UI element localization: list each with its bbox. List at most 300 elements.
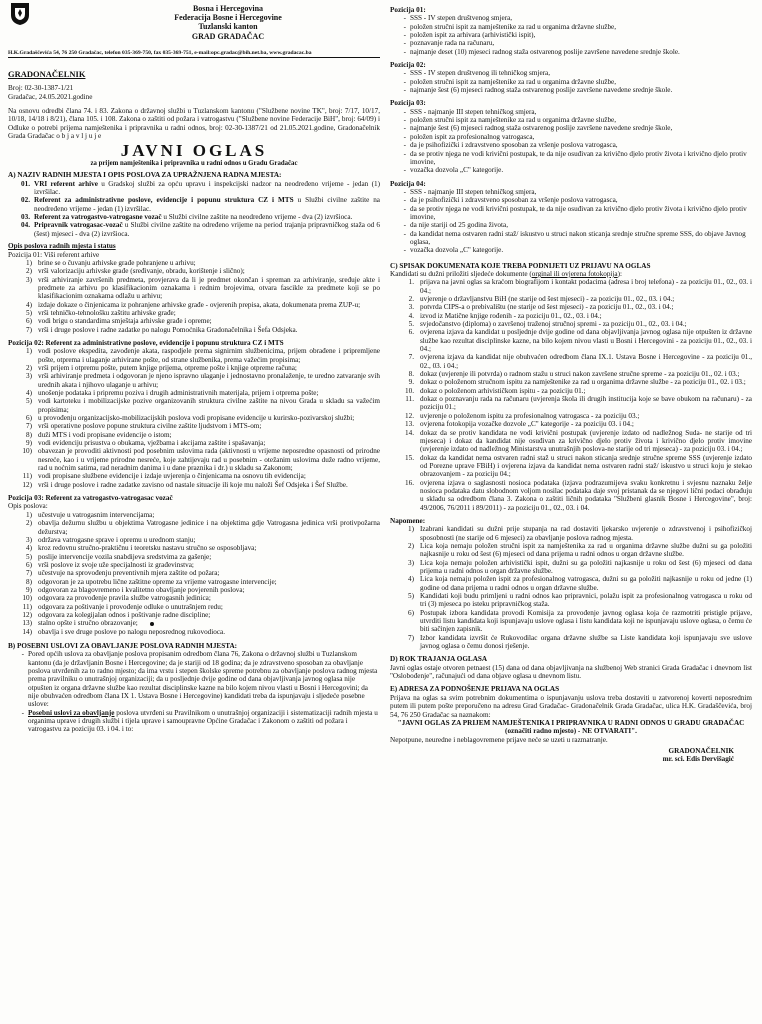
list-item (8, 586, 380, 594)
list-item-text: učestvuje na sprovođenju preventivnih mjera zaštite od požara; (38, 569, 220, 578)
requirement-text: vozačka dozvola „C" kategorije. (410, 166, 504, 175)
document-date: Gradačac, 24.05.2021.godine (8, 92, 93, 101)
letterhead-text (128, 4, 328, 41)
list-item-number: 3) (26, 535, 32, 544)
item-label: Referent za administrativne poslove, evidencije i popunu struktura CZ i MTS (34, 196, 294, 205)
dash-mark: - (403, 221, 406, 230)
list-item-number: 7) (26, 569, 32, 578)
requirement-item (390, 78, 752, 86)
list-item-text: ovjerena fotokopija vozačke dozvole „C" kategorije - za poziciju 03. i 04.; (420, 420, 634, 429)
list-item-text: Lica koja nemaju položen stručni ispit za namještenika za rad u organima državne službe dužni su ga položiti najkasnije u roku od šest (6) mjeseci od dana prijema u radni odnos u organ državne službe. (420, 541, 752, 559)
list-item-text: brine se o čuvanju arhivske građe pohranjene u arhivu; (38, 258, 196, 267)
list-item-number: 1) (26, 258, 32, 267)
coat-of-arms-icon (10, 2, 30, 26)
list-item-number: 4) (408, 575, 414, 584)
list-item-text: ovjerena izjava da kandidat nije obuhvaćen odredbom člana IX.1. Ustava Bosne i Hercegovine - za poziciju 01., 02., 03. i 04.; (420, 353, 752, 370)
list-item-text: dokaz (uvjerenje ili potvrda) o radnom stažu u struci nakon završene stručne spreme - za poziciju 01., 02. i 03.; (420, 370, 740, 379)
list-item (390, 454, 752, 479)
list-item (8, 276, 380, 301)
list-item-text: svjedočanstvo (diploma) o završenoj traženoj stručnoj spremi - za poziciju 01., 02., 03. i 04.; (420, 320, 687, 329)
list-item-text: potvrda CIPS-a o prebivalištu (ne starije od šest mjeseci) - za poziciju 01., 02., 03. i 04.; (420, 303, 674, 312)
napomene-list (390, 525, 752, 650)
list-item (390, 312, 752, 320)
list-item-text: dokaz da kandidat nema ostvaren radni staž u struci nakon sticanja srednje stručne spreme SSS (uvjerenje izdato od Porezne uprave FBiH) i ovjerena izjava da kandidat nema ostvaren radni staž/ iskustvo u struci koju je stekao obrazovanjem - za poziciju 04.; (420, 453, 752, 479)
dash-mark: - (403, 77, 406, 86)
list-item-number: 10) (22, 447, 32, 456)
requirement-item (390, 246, 752, 254)
list-item-text: u provođenju organizacijsko-mobilizacijskih poslova vodi propisane evidencije u kurirsko-pozivarskoj službi; (38, 414, 355, 423)
list-item (8, 301, 380, 309)
list-item-number: 9) (26, 439, 32, 448)
list-item-number: 2) (26, 519, 32, 528)
signature-name: mr. sci. Edis Dervišagić (662, 755, 734, 764)
list-item (390, 395, 752, 412)
list-item (8, 439, 380, 447)
requirement-item (390, 108, 752, 116)
list-item-number: 1) (26, 510, 32, 519)
list-item-text: vodi propisane službene evidencije i izdaje uvjerenja o činjenicama na osnovu tih evidencija; (38, 472, 306, 481)
list-item-text: uvjerenje o položenom ispitu za profesionalnog vatrogasca - za poziciju 03.; (420, 411, 640, 420)
list-item-number: 4) (26, 300, 32, 309)
pos02-heading: Pozicija 02: (390, 61, 426, 70)
list-item (8, 472, 380, 480)
section-a-list (8, 180, 380, 238)
reference-number: Broj: 02-30-1387-1/21 (8, 84, 74, 93)
list-item (8, 511, 380, 519)
list-item-text: obavlja i sve druge poslove po nalogu neposrednog rukovodioca. (38, 627, 226, 636)
section-b-label: Posebni uslovi za obavljanje (28, 708, 115, 717)
list-item-text: vrši i druge poslove i radne zadatke zavisno od nastale situacije ili koje mu naloži Šef Odsjeka i Šef Službe. (38, 480, 348, 489)
section-a-item (8, 221, 380, 238)
requirement-text: da se protiv njega ne vodi krivični postupak, te da nije osuđivan za krivično djelo protiv života i krivično djelo protiv imovine, (410, 204, 747, 221)
list-item-text: izvod iz Matične knjige rođenih - za poziciju 01., 02., 03. i 04.; (420, 311, 602, 320)
list-item (8, 603, 380, 611)
pos02-requirements (390, 69, 752, 94)
position-01-duties (8, 259, 380, 334)
requirement-item (390, 124, 752, 132)
list-item-number: 1. (408, 278, 414, 287)
requirement-text: da kandidat nema ostvaren radni staž/ iskustvo u struci nakon sticanja srednje stručne spreme SSS, do objave Javnog oglasa, (410, 229, 746, 246)
list-item-text: unošenje podataka i pripremu poziva i drugih administrativnih materijala, prijem i otprema pošte; (38, 389, 319, 397)
item-number: 04. (21, 221, 30, 230)
letterhead-address: H.K.Gradaščevića 54, 76 250 Gradačac, telefon 035-369-750, fax 035-369-751, e-mail:opc.gradac@bih.net.ba, www.gradacac.ba (8, 50, 312, 56)
list-item-text: Izbor kandidata izvršit će Rukovodilac organa državne službe sa Liste kandidata koji ispunjavaju sve uslove javnog oglasa o čemu donosi rješenje. (420, 633, 752, 651)
requirement-item (390, 150, 752, 167)
list-item (8, 364, 380, 372)
item-description: u Službi civilne zaštite na neodređeno vrijeme - jedan (1) izvršilac. (34, 196, 380, 213)
list-item-text: uvjerenje o državljanstvu BiH (ne starije od šest mjeseci) - za poziciju 01., 02., 03. i 04.; (420, 295, 675, 303)
list-item-number: 11) (22, 472, 32, 481)
requirement-text: položen stručni ispit za namještenike za rad u organima državne službe, (410, 116, 617, 125)
list-item-text: duži MTS i vodi propisane evidencije o istom; (38, 430, 172, 439)
dash-mark: - (403, 86, 406, 95)
list-item-number: 6) (26, 414, 32, 423)
section-e-heading: E) ADRESA ZA PODNOŠENJE PRIJAVA NA OGLAS (390, 685, 560, 694)
list-item (390, 278, 752, 295)
list-item-number: 9. (408, 378, 414, 387)
requirement-item (390, 48, 752, 56)
list-item-number: 8) (26, 430, 32, 439)
list-item-text: ovjerena izjava o saglasnosti nosioca podataka (izjava podrazumijeva svaku konkretnu i svjesnu naznaku želje nosioca podataka datu slobodnom voljom nosilac podataka daje svoj pristanak da se njegovi lični podaci obrađuju u skladu sa odredbom člana 3. Zakona o zaštiti ličnih podataka "Službeni glasnik Bosne i Hercegovine", broj: 49/2006, 76/2011 i 89/2011) - za poziciju 01., 02., 03. i 04. (420, 478, 752, 512)
requirement-text: poznavanje rada na računaru, (410, 39, 495, 48)
section-a-heading: A) NAZIV RADNIH MJESTA I OPIS POSLOVA ZA UPRAŽNJENA RADNA MJESTA: (8, 171, 282, 180)
list-item (8, 422, 380, 430)
pos04-heading: Pozicija 04: (390, 179, 426, 188)
list-item (8, 309, 380, 317)
section-b-heading: B) POSEBNI USLOVI ZA OBAVLJANJE POSLOVA RADNIH MJESTA: (8, 641, 238, 650)
napomene-heading: Napomene: (390, 516, 426, 525)
dash-mark: - (403, 246, 406, 255)
dash-mark: - (403, 187, 406, 196)
list-item (390, 634, 752, 651)
section-d-text: Javni oglas ostaje otvoren petnaest (15) dana od dana objavljivanja na službenoj Web stranici Grada Gradačac i dnevnom list "Oslobođenje", računajući od dana objave oglasa u dnevnom listu. (390, 663, 752, 681)
list-item (8, 628, 380, 636)
list-item (8, 259, 380, 267)
list-item-number: 10. (405, 386, 414, 395)
list-item (8, 553, 380, 561)
pos01-requirements (390, 14, 752, 56)
list-item-number: 14) (22, 627, 32, 636)
requirement-text: najmanje šest (6) mjeseci radnog staža ostvarenog poslije završene navedene srednje škole, (410, 124, 673, 133)
list-item-text: kroz redovnu stručno-praktičnu i teoretsku nastavu stručno se osposobljava; (38, 544, 257, 553)
dash-mark: - (403, 141, 406, 150)
position-03-heading: Pozicija 03: Referent za vatrogastvo-vatrogasac vozač (8, 494, 173, 503)
list-item-text: odgovoran je za upotrebu lične zaštitne opreme za vrijeme vatrogasne intervencije; (38, 577, 277, 586)
requirement-item (390, 86, 752, 94)
list-item (390, 525, 752, 542)
list-item-text: odgovara za provođenje pravila službe vatrogasnih jedinica; (38, 594, 211, 603)
list-item-text: Lica koja nemaju položen arhivistički ispit, dužni su ga položiti najkasnije u roku od šest (6) mjeseci od dana prijema u radni odnos u organ državne službe. (420, 558, 752, 575)
issuer: GRADONAČELNIK (8, 69, 86, 79)
list-item (390, 420, 752, 428)
requirement-text: SSS - IV stepen društvenog ili tehničkog smjera, (410, 69, 551, 78)
dash-mark: - (403, 166, 406, 175)
requirement-item (390, 141, 752, 149)
item-number: 02. (21, 196, 30, 205)
requirement-text: da je psihofizički i zdravstveno sposoban za vršenje poslova vatrogasca, (410, 141, 618, 150)
section-a-item (8, 213, 380, 221)
item-text (34, 213, 380, 221)
list-item-number: 6) (26, 560, 32, 569)
list-item (390, 429, 752, 454)
list-item-text: učestvuje u vatrogasnim intervencijama; (38, 510, 155, 519)
list-item (390, 370, 752, 378)
list-item (8, 326, 380, 334)
list-item-number: 3. (408, 303, 414, 312)
list-item-text: Kandidati koji budu primljeni u radni odnos kao pripravnici, polažu ispit za profesionalnog vatrogasca u roku od tri (3) mjeseca po isteku pripravničkog staža. (420, 592, 752, 609)
requirement-text: SSS - najmanje III stepen tehničkog smjera, (410, 107, 537, 116)
list-item-number: 5) (26, 308, 32, 317)
requirement-item (390, 133, 752, 141)
requirement-item (390, 116, 752, 124)
list-item (390, 575, 752, 592)
dash-mark: - (403, 132, 406, 141)
list-item-number: 5. (408, 320, 414, 329)
requirement-text: položen ispit za arhivara (arhivistički ispit), (410, 31, 536, 40)
requirement-text: položen ispit za profesionalnog vatrogasca, (410, 132, 535, 141)
requirement-text: da se protiv njega ne vodi krivični postupak, te da nije osuđivan za krivično djelo protiv života i krivično djelo protiv imovine, (410, 149, 747, 166)
list-item-number: 13. (405, 420, 414, 429)
requirement-text: položen stručni ispit za namještenike za rad u organima državne službe, (410, 77, 617, 86)
letterhead-line: Tuzlanski kanton (198, 22, 258, 32)
letterhead-line: Bosna i Hercegovina (192, 4, 264, 13)
left-column (8, 0, 380, 734)
list-item-number: 4) (26, 389, 32, 397)
dash-mark: - (403, 69, 406, 78)
list-item-text: dokaz o poznavanju rada na računaru (uvjerenja škola ili drugih institucija koje se bave obukom na računaru) - za poziciju 01.; (420, 395, 752, 412)
list-item-number: 13) (22, 619, 32, 628)
list-item-number: 8. (408, 370, 414, 379)
list-item (390, 479, 752, 512)
list-item-text: prijava na javni oglas sa kraćom biografijom i kontakt podacima (adresa i broj telefona) - za poziciju 01., 02., 03. i 04.; (420, 278, 752, 295)
list-item (8, 397, 380, 414)
requirement-item (390, 196, 752, 204)
dash-mark: - (403, 47, 406, 56)
list-item-number: 10) (22, 594, 32, 603)
divider (8, 57, 380, 58)
list-item-text: vrši valorizaciju arhivske građe (sređivanje, obradu, korištenje i slično); (38, 267, 245, 276)
opis-heading: Opis poslova radnih mjesta i status (8, 242, 116, 251)
item-label: Referent za vatrogastvo-vatrogasne vozač (34, 213, 162, 222)
list-item (390, 387, 752, 395)
list-item-number: 5) (26, 552, 32, 561)
list-item-text: stalno opšte i stručno obrazovanje; (38, 619, 380, 627)
item-description: u Gradskoj službi za opću upravu i inspekcijski nadzor na neodređeno vrijeme - jedan (1) izvršilac. (34, 179, 380, 197)
list-item-text: poslije intervencije vozila snabdijeva sredstvima za gašenje; (38, 552, 212, 561)
list-item (390, 609, 752, 634)
requirement-text: najmanje deset (10) mjeseci radnog staža ostvarenog poslije završene navedene srednje škole. (410, 47, 680, 56)
list-item-number: 8) (26, 577, 32, 586)
list-item-number: 6. (408, 328, 414, 337)
item-description: u Službi civilne zaštite na neodređeno vrijeme - dva (2) izvršioca. (161, 213, 353, 222)
requirement-text: vozačka dozvola „C" kategorije. (410, 246, 504, 255)
item-text (34, 221, 380, 238)
documents-list (390, 278, 752, 512)
section-c-intro-text: Kandidati su dužni priložiti sljedeće dokumente ( (390, 269, 532, 278)
section-e-note: Nepotpune, neuredne i neblagovremene prijave neće se uzeti u razmatranje. (390, 735, 608, 744)
list-item (8, 317, 380, 325)
list-item-number: 16. (405, 478, 414, 487)
list-item (390, 320, 752, 328)
list-item-number: 6) (26, 317, 32, 326)
requirement-text: SSS - IV stepen društvenog smjera, (410, 14, 513, 23)
list-item-text: vodi poslove ekspedita, zavođenje akata, raspodjele prema signirnim službenicima, prijem obrađene i pripremljene pošte, otprema i ulaganje arhivirane pošte, od strane službenika, prema važećim propisima; (38, 347, 380, 364)
list-item (8, 544, 380, 552)
list-item (8, 267, 380, 275)
list-item-text: održava vatrogasne sprave i opremu u urednom stanju; (38, 535, 196, 544)
list-item (390, 378, 752, 386)
list-item (390, 303, 752, 311)
list-item-number: 12. (405, 411, 414, 420)
list-item-number: 7) (26, 325, 32, 334)
section-b-text: poslova utvrđeni su Pravilnikom o unutrašnjoj organizaciji i sistematizaciji radnih mjesta u organima uprave i drugih službi i tijela uprave i samoupravne Općine Gradačac i Zakonom o zaštiti od požara i vatrogastvu za poziciju 03. i 04. i to: (28, 708, 378, 734)
list-item (390, 592, 752, 609)
list-item-number: 1) (26, 347, 32, 356)
section-c-intro-end: ): (617, 269, 623, 278)
pos03-requirements (390, 108, 752, 175)
list-item (8, 569, 380, 577)
list-item (8, 372, 380, 389)
pos03-heading: Pozicija 03: (390, 99, 426, 108)
list-item-number: 2) (408, 541, 414, 550)
section-b-paragraph: - Pored općih uslova za obavljanje poslova propisanim odredbom člana 76, Zakona o državnoj službi u Tuzlanskom kantonu (da je državljanin Bosne i Hercegovine; da je stariji od 18 godina; da je zdravstveno sposoban za obavljanje poslova utvrđenih za to radno mjesto; da ima vrstu i stepen školske spreme potrebnu za obavljanje poslova radnog mjesta prema pravilniku o unutrašnjoj organizaciji; da u posljednje dvije godine od dana objavljivanja javnog oglasa nije otpušten iz organa državne službe kao rezultat disciplinske kazne na bilo kojem nivou vlasti u Bosni i Hercegovini; da nije obuhvaćen odredbom člana IX 1. Ustava Bosne i Hercegovine) kandidati treba da ispunjavaju i sljedeće posebne uslove: (8, 650, 380, 708)
list-item-number: 2) (26, 267, 32, 276)
position-02-duties (8, 347, 380, 489)
list-item-text: dokaz o položenom stručnom ispitu za namještenike za rad u organima državne službe - za poziciju 01., 02. i 03.; (420, 378, 746, 387)
bullet-mark (150, 622, 154, 626)
section-e-label: "JAVNI OGLAS ZA PRIJEM NAMJEŠTENIKA I PRIPRAVNIKA U RADNI ODNOS U GRADU GRADAČAC (označiti radno mjesto) - NE OTVARATI". (397, 718, 745, 736)
dash-mark: - (403, 14, 406, 23)
list-item (8, 431, 380, 439)
list-item-text: obavezan je provoditi aktivnosti pod posebnim uslovima rada (aktivnosti u vrijeme neposredne opasnosti od prirodne nesreće, kao i u vrijeme prirodne nesreće, koje zahtijevaju rad u posebnim - otežanim uslovima duže radno vrijeme, rad u noćnim satima, rad neradnim danima i u dane praznika i dr.) u skladu sa Zakonom; (38, 447, 380, 473)
requirement-text: SSS - najmanje III stepen tehničkog smjera, (410, 187, 537, 196)
list-item (390, 353, 752, 370)
list-item (8, 536, 380, 544)
intro-paragraph: Na osnovu odredbi člana 74. i 83. Zakona o državnoj službi u Tuzlanskom kantonu ("Službene novine TK", broj: 7/17, 10/17, 10/18, 14/18 i 8/21), člana 105. i 108. Zakona o zaštiti od požara i vatrogastvu ("Službene novine Federacije BiH", broj: 64/09) i Odluke o potrebi prijema namještenika i pripravnika u radni odnos, broj: 02-30-1387/21 od 21.05.2021.godine, Gradonačelnik Grada Gradačac o b j a v l j u j e (8, 107, 380, 141)
dash-mark: - (403, 149, 406, 158)
list-item (390, 295, 752, 303)
list-item-number: 11. (405, 395, 414, 404)
list-item-text: Postupak izbora kandidata provodi Komisija za provođenje javnog oglasa koja će razmotriti pristigle prijave, utvrditi listu kandidata koji ispunjavaju uslove oglasa i listu kandidata koji ne ispunjavaju uslove oglasa, o čemu će biti sačinjen zapisnik. (420, 608, 752, 634)
section-a-item (8, 196, 380, 213)
document-subtitle: za prijem namještenika i pripravnika u radni odnos u Gradu Gradačac (90, 160, 298, 168)
letterhead-line: Federacija Bosne i Hercegovine (174, 13, 282, 23)
requirement-text: najmanje šest (6) mjeseci radnog staža ostvarenog poslije završene navedene srednje škole. (410, 86, 673, 95)
list-item-number: 5) (26, 397, 32, 406)
list-item-number: 7. (408, 353, 414, 362)
item-label: Pripravnik vatrogasac-vozač (34, 221, 123, 230)
list-item-text: vrši i druge poslove i radne zadatke po nalogu Pomoćnika Gradonačelnika i Šefa Odsjeka. (38, 325, 298, 334)
dash-mark: - (403, 22, 406, 31)
requirement-item (390, 39, 752, 47)
list-item-text: vrši operativne poslove popune struktura civilne zaštite ljudstvom i MTS-om; (38, 422, 262, 431)
letterhead (8, 0, 380, 56)
item-label: VRI referent arhive (34, 179, 98, 188)
list-item-text: vrši tehničko-tehnološku zaštitu arhivske građe; (38, 308, 176, 317)
dash-mark: - (403, 204, 406, 213)
section-b-text: Pored općih uslova za obavljanje poslova propisanim odredbom člana 76, Zakona o državnoj službi u Tuzlanskom kantonu (da je državljanin Bosne i Hercegovine; da je stariji od 18 godina; da je zdravstveno sposoban za obavljanje poslova utvrđenih za to radno mjesto; da ima vrstu i stepen školske spreme potrebnu za obavljanje poslova radnog mjesta prema pravilniku o unutrašnjoj organizaciji; da u posljednje dvije godine od dana objavljivanja javnog oglasa nije otpušten iz organa državne službe kao rezultat disciplinske kazne na bilo kojem nivou vlasti u Bosni i Hercegovini; da nije obuhvaćen odredbom člana IX 1. Ustava Bosne i Hercegovine) kandidati treba da ispunjavaju i sljedeće posebne uslove: (28, 650, 378, 709)
position-01-heading: Pozicija 01: Viši referent arhive (8, 250, 100, 259)
list-item-text: odgovara za poštivanje i provođenje odluke o unutrašnjem redu; (38, 602, 223, 611)
list-item-number: 15. (405, 453, 414, 462)
list-item-number: 6) (408, 608, 414, 617)
list-item-text: dokaz o položenom arhivističkom ispitu - za poziciju 01.; (420, 386, 586, 395)
list-item (8, 447, 380, 472)
list-item-number: 14. (405, 428, 414, 437)
section-c-heading: C) SPISAK DOKUMENATA KOJE TREBA PODNIJETI UZ PRIJAVU NA OGLAS (390, 261, 651, 270)
requirement-item (390, 230, 752, 247)
item-description: u Službi civilne zaštite na određeno vrijeme na period trajanja pripravničkog staža od 6 (šest) mjeseci - dva (2) izvršioca. (34, 221, 380, 238)
list-item (8, 578, 380, 586)
list-item-text: ovjerena izjava da kandidat u posljednje dvije godine od dana objavljivanja javnog oglasa nije otpušten iz državne službe kao rezultat disciplinske kazne, na bilo kojem nivou vlasti u Bosni i Hercegovini - za poziciju 01., 02., 03. i 04.; (420, 328, 752, 354)
requirement-item (390, 221, 752, 229)
list-item-number: 12) (22, 610, 32, 619)
list-item-text: vrši arhiviranje predmeta i odgovoran je njeno ispravno ulaganje i jednostavno pronalaženje, te uredno zatvaranje svih urednih akata i njihovo ulaganje u arhivu; (38, 372, 380, 389)
item-number: 03. (21, 213, 30, 222)
list-item-text: vrši prijem i otpremu pošte, putem knjige prijema, otpreme pošte i knjige otpreme računa; (38, 363, 297, 372)
list-item-text: izdaje dokaze o činjenicama iz pohranjene arhivske građe - ovjerenih prepisa, akata, dokumenata prema ZUP-u; (38, 300, 361, 309)
list-item-number: 3) (26, 275, 32, 284)
list-item-number: 3) (408, 558, 414, 567)
list-item-number: 1) (408, 525, 414, 534)
list-item-number: 9) (26, 585, 32, 594)
position-02-heading: Pozicija 02: Referent za administrativne poslove, evidencije i popunu struktura CZ i MTS (8, 338, 284, 347)
right-column (390, 0, 752, 764)
list-item-text: vodi evidenciju prisustva o obukama, vježbama i akcijama zaštite i spašavanja; (38, 439, 266, 448)
dash-mark: - (403, 39, 406, 48)
list-item-text: vrši poslove iz svoje uže specijalnosti iz građevinstva; (38, 560, 194, 569)
list-item (8, 481, 380, 489)
list-item-number: 7) (408, 633, 414, 642)
list-item-number: 2. (408, 295, 414, 303)
dash-mark: - (403, 107, 406, 116)
requirement-item (390, 166, 752, 174)
list-item (8, 594, 380, 602)
document-title: JAVNI OGLAS (120, 141, 268, 161)
requirement-text: da nije stariji od 25 godina života, (410, 221, 509, 230)
section-a-item (8, 180, 380, 197)
list-item (390, 328, 752, 353)
list-item-number: 2) (26, 363, 32, 372)
list-item-text: odgovara za kolegijalan odnos i poštivanje radne discipline; (38, 610, 211, 619)
requirement-item (390, 188, 752, 196)
section-c-intro-underlined: orginal ili ovjerena fotokopija (531, 269, 618, 278)
requirement-item (390, 23, 752, 31)
list-item-number: 4. (408, 311, 414, 320)
list-item-number: 7) (26, 422, 32, 431)
pos01-heading: Pozicija 01: (390, 6, 426, 14)
list-item (8, 389, 380, 397)
requirement-text: položen stručni ispit za namještenike za rad u organima državne službe, (410, 22, 617, 31)
list-item-number: 5) (408, 592, 414, 601)
list-item (8, 619, 380, 627)
dash-mark: - (403, 229, 406, 238)
list-item-text: vodi brigu o standardima smještaja arhivske građe i opreme; (38, 317, 212, 326)
section-b-paragraph: - Posebni uslovi za obavljanje poslova utvrđeni su Pravilnikom o unutrašnjoj organizaciji i sistematizaciji radnih mjesta u organima uprave i drugih službi i tijela uprave i samoupravne Općine Gradačac i Zakonom o zaštiti od požara i vatrogastvu za poziciju 03. i 04. i to: (21, 708, 378, 734)
dash-mark: - (403, 31, 406, 40)
list-item (390, 559, 752, 576)
position-03-subheading: Opis poslova: (8, 502, 48, 511)
section-d-heading: D) ROK TRAJANJA OGLASA (390, 655, 488, 664)
list-item-text: obavlja dežurnu službu u objektima Vatrogasne jedinice i na objektima gdje Vatrogasna jedinica vrši protivpožarna dežurstva; (38, 519, 380, 536)
list-item-text: Izabrani kandidati su dužni prije stupanja na rad dostaviti ljekarsko uvjerenje o zdravstvenoj i psihofizičkoj sposobnosti (ne starije od 6 mjeseci) za obavljanje poslova radnog mjesta. (420, 525, 752, 542)
list-item (8, 561, 380, 569)
requirement-item (390, 205, 752, 222)
section-c-intro (390, 270, 752, 278)
item-text (34, 196, 380, 213)
list-item-text: Lica koja nemaju položen ispit za profesionalnog vatrogasca, dužni su ga položiti najkasnije u roku od jedne (1) godine od dana prijema u radni odnos u organ državne službe. (420, 575, 752, 592)
requirement-text: da je psihofizički i zdravstveno sposoban za vršenje poslova vatrogasca, (410, 196, 618, 205)
section-e-text: Prijava na oglas sa svim potrebnim dokumentima o ispunjavanju uslova treba dostaviti u zatvorenoj koverti neposrednim putem ili putem pošte preporučeno na adresu Grad Gradačac- Gradonačelnik Grada Gradačac, ulica H.K. Gradaščevića, broj 54, 76 250 Gradačac sa naznakom: (390, 693, 752, 719)
list-item (8, 519, 380, 536)
position-03-duties (8, 511, 380, 636)
list-item-number: 12) (22, 480, 32, 489)
item-text (34, 180, 380, 197)
list-item-text: odgovoran za blagovremeno i kvalitetno obavljanje povjerenih poslova; (38, 585, 245, 594)
list-item (8, 414, 380, 422)
list-item-number: 11) (22, 602, 32, 611)
list-item-text: vrši arhiviranje završenih predmeta, provjerava da li je predmet okončan i spreman za arhiviranje, sređuje akte i predmete za arhivu po klasifikacionim oznakama i rednim brojevima, otvara fascikle za predmete koji se po klasifikacionim oznakama odlažu u arhivu; (38, 275, 380, 301)
list-item-text: dokaz da se protiv kandidata ne vodi krivični postupak (uvjerenje izdato od nadležnog Suda- ne starije od tri mjeseca) i dokaz da kandidat nije osuđivan za krivično djelo protiv života i krivično djelo protiv imovine (uvjerenje izdato od nadležnog Ministarstva unutrašnjih poslova-ne starije od tri mjeseca) - za poziciju 03. i 04.; (420, 428, 752, 454)
dash-mark: - (403, 124, 406, 133)
requirement-item (390, 14, 752, 22)
list-item-number: 3) (26, 372, 32, 381)
item-number: 01. (21, 179, 30, 188)
requirement-item (390, 69, 752, 77)
requirement-item (390, 31, 752, 39)
list-item (390, 412, 752, 420)
list-item-text: vodi kartoteku i mobilizacijske pozive organizovanih struktura civilne zaštite na nivou Grada u skladu sa važećim propisima; (38, 397, 380, 414)
